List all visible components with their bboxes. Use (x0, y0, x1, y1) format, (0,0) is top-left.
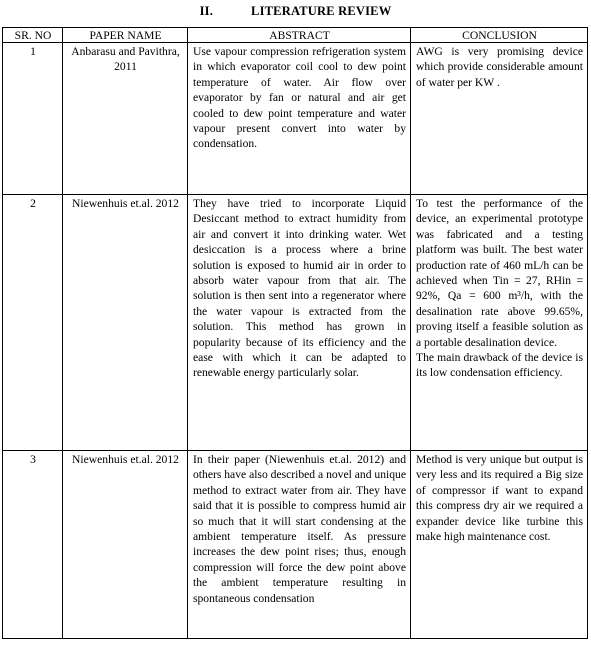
cell-paper-name: Niewenhuis et.al. 2012 (63, 195, 188, 451)
cell-sr-no: 2 (3, 195, 63, 451)
table-row (3, 195, 588, 451)
section-heading (0, 4, 591, 19)
table-header-row (3, 28, 588, 43)
literature-review-table (2, 27, 588, 639)
cell-paper-name: Niewenhuis et.al. 2012 (63, 451, 188, 639)
cell-conclusion (411, 195, 588, 451)
cell-abstract: In their paper (Niewenhuis et.al. 2012) and others have also described a novel and unique method to extract water from air. They have said that it is possible to compress humid air so much that it will start condensing at the ambient temperature itself. As pressure increases the dew point rises; thus, enough compression will force the dew point above the ambient temperature resulting in spontaneous condensation (188, 451, 411, 639)
cell-conclusion (411, 43, 588, 195)
conclusion-paragraph: Method is very unique but output is very less and its required a Big size of compressor if want to expand this compress dry air we required a expander device like turbine this make high maintenance cost. (416, 453, 583, 544)
column-header-conclusion: CONCLUSION (411, 28, 588, 43)
cell-sr-no: 1 (3, 43, 63, 195)
conclusion-paragraph: To test the performance of the device, an experimental prototype was fabricated and a testing platform was built. The best water production rate of 460 mL/h can be achieved when Tin = 27, RHin = 92%, Qa = 600 m³/h, with the desalination rate above 99.65%, proving itself a feasible solution as a portable desalination device. (416, 197, 583, 349)
cell-conclusion (411, 451, 588, 639)
cell-abstract: Use vapour compression refrigeration system in which evaporator coil cool to dew point temperature of water. Air flow over evaporator by fan or natural and air get cooled to dew point temperature and water vapour present convert into water by condensation. (188, 43, 411, 195)
column-header-abstract: ABSTRACT (188, 28, 411, 43)
conclusion-paragraph: The main drawback of the device is its low condensation efficiency. (416, 351, 583, 380)
section-number: II. (199, 4, 214, 18)
column-header-sr-no: SR. NO (3, 28, 63, 43)
column-header-paper-name: PAPER NAME (63, 28, 188, 43)
conclusion-paragraph: AWG is very promising device which provide considerable amount of water per KW . (416, 45, 583, 89)
cell-abstract: They have tried to incorporate Liquid Desiccant method to extract humidity from air and convert it into drinking water. Wet desiccation is a process where a brine solution is exposed to humid air in order to absorb water vapour from that air. The solution is then sent into a regenerator where the water vapour is extracted from the solution. This method has grown in popularity because of its efficiency and the ease with which it can be adapted to renewable energy particularly solar. (188, 195, 411, 451)
table-row (3, 451, 588, 639)
section-title: LITERATURE REVIEW (251, 4, 392, 18)
cell-sr-no: 3 (3, 451, 63, 639)
cell-paper-name: Anbarasu and Pavithra, 2011 (63, 43, 188, 195)
table-row (3, 43, 588, 195)
